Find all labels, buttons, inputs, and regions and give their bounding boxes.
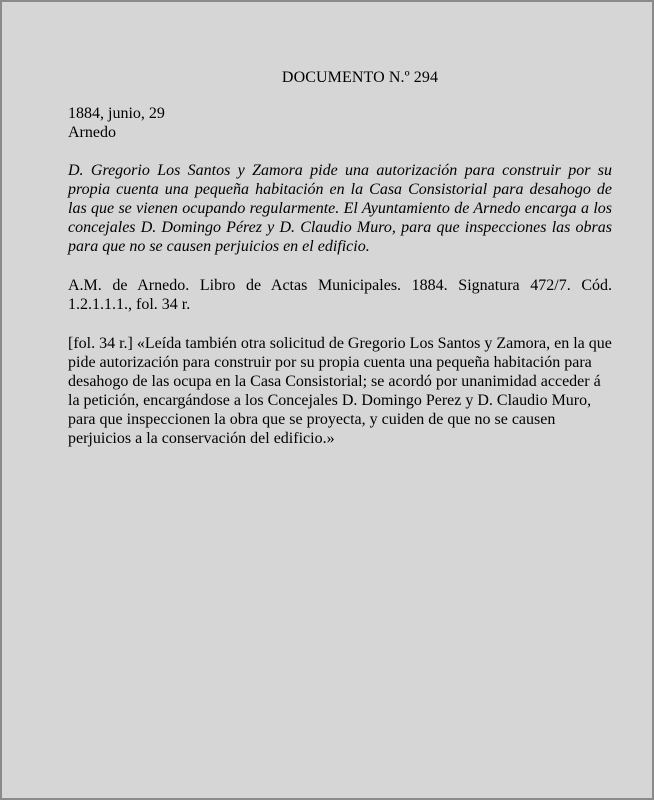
document-content — [68, 68, 612, 448]
document-transcription: [fol. 34 r.] «Leída también otra solicitud de Gregorio Los Santos y Zamora, en la que pide autorización para construir por su propia cuenta una pequeña habitación para desahogo de las ocupa en la Casa Consistorial; se acordó por unanimidad acceder á la petición, encargándose a los Concejales D. Domingo Perez y D. Claudio Muro, para que inspeccionen la obra que se proyecta, y cuiden de que no se causen perjuicios a la conservación del edificio.» — [68, 335, 612, 447]
document-source: A.M. de Arnedo. Libro de Actas Municipales. 1884. Signatura 472/7. Cód. 1.2.1.1.1., fol. 34 r. — [68, 277, 612, 313]
document-summary: D. Gregorio Los Santos y Zamora pide una autorización para construir por su propia cuenta una pequeña habitación en la Casa Consistorial para desahogo de las que se vienen ocupando regularmente. El Ayuntamiento de Arnedo encarga a los concejales D. Domingo Pérez y D. Claudio Muro, para que inspecciones las obras para que no se causen perjuicios en el edificio. — [68, 162, 612, 255]
document-place: Arnedo — [68, 124, 116, 141]
document-date: 1884, junio, 29 — [68, 105, 165, 122]
document-title: DOCUMENTO N.º 294 — [281, 69, 439, 86]
